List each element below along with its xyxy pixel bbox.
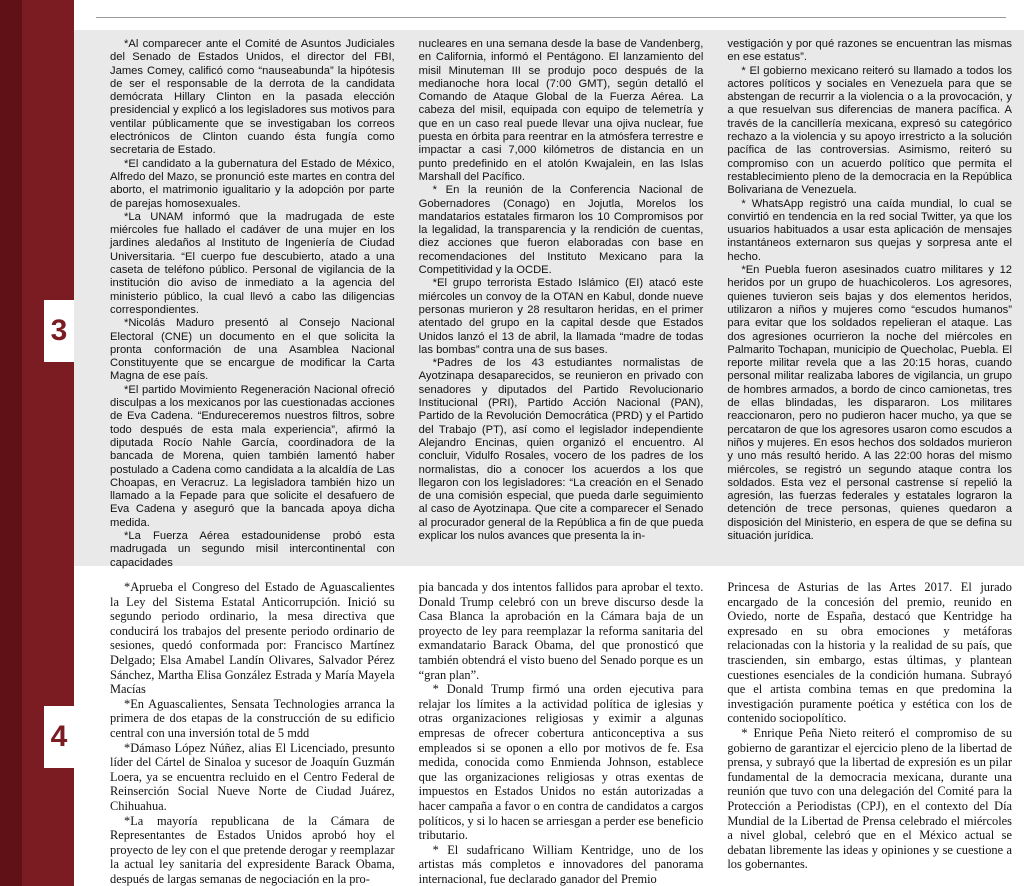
news-item: * El gobierno mexicano reiteró su llamado a todos los actores políticos y sociales en Venezuela para que se abstengan de recurrir a la violencia o a la provocación, y a que resuelvan sus diferencias de manera pacífica. A través de la cancillería mexicana, expresó su categórico rechazo a la violencia y su apoyo irrestricto a la solución pacífica de las controversias. Asimismo, reiteró su compromiso con un acuerdo político que permita el restablecimiento pleno de la democracia en la República Bolivariana de Venezuela.	[727, 64, 1013, 197]
news-item: *Dámaso López Núñez, alias El Licenciado, presunto líder del Cártel de Sinaloa y sucesor de Joaquín Guzmán Loera, ya se encuentra recluido en el Centro Federal de Reinserción Social Nueve Norte de Ciudad Juárez, Chihuahua.	[110, 740, 395, 813]
news-item: pia bancada y dos intentos fallidos para aprobar el texto. Donald Trump celebró con un breve discurso desde la Casa Blanca la aprobación en la Cámara baja de un proyecto de ley para reemplazar la reforma sanitaria del exmandatario Barack Obama, del que pronosticó que también obtendrá el visto bueno del Senado porque es un “gran plan”.	[418, 580, 704, 682]
news-item: * Enrique Peña Nieto reiteró el compromiso de su gobierno de garantizar el ejercicio pleno de la libertad de prensa, y subrayó que la libertad de expresión es un pilar fundamental de la democracia mexicana, durante una reunión que tuvo con una delegación del Comité para la Protección a Periodistas (CPJ), en el contexto del Día Mundial de la Libertad de Prensa celebrado el miércoles a nivel global, celebró que en el México actual se debatan libremente las ideas y opiniones y se cuestione a los gobernantes.	[727, 725, 1013, 872]
news-item: *La UNAM informó que la madrugada de este miércoles fue hallado el cadáver de una mujer en los jardines aledaños al Instituto de Ingeniería de Ciudad Universitaria. “El cuerpo fue descubierto, atado a una caseta de teléfono público. Personal de vigilancia de la institución dio aviso de inmediato a la agencia del ministerio público, la cual llevó a cabo las diligencias correspondientes.	[110, 210, 395, 316]
section-number: 3	[50, 314, 68, 347]
news-item: * Donald Trump firmó una orden ejecutiva para relajar los límites a la actividad política de iglesias y otras organizaciones religiosas y eximir a algunas empresas de ofrecer cobertura anticonceptiva a sus empleados si se oponen a ello por motivos de fe. Esa medida, conocida como Enmienda Johnson, establece que las organizaciones religiosas y otras exentas de impuestos en Estados Unidos no están autorizadas a hacer campaña a favor o en contra de candidatos a cargos políticos, y si lo hacen se arriesgan a perder ese beneficio tributario.	[418, 682, 704, 843]
column-3	[727, 580, 1012, 886]
section-marker-4	[44, 706, 74, 768]
column-3	[727, 38, 1012, 570]
header-rule	[96, 17, 1006, 18]
news-item: * El sudafricano William Kentridge, uno de los artistas más completos e innovadores del panorama internacional, fue declarado ganador del Premio	[418, 842, 704, 886]
column-2	[419, 580, 704, 886]
column-2	[419, 38, 704, 570]
column-group	[110, 38, 1012, 570]
news-item: nucleares en una semana desde la base de Vandenberg, en California, informó el Pentágono. El lanzamiento del misil Minuteman III se produjo poco después de la medianoche hora local (7:00 GMT), según detalló el Comando de Ataque Global de la Fuerza Aérea. La cabeza del misil, equipada con equipo de telemetría y que en un caso real puede llevar una ojiva nuclear, fue puesta en órbita para reentrar en la atmósfera terrestre e impactar a casi 7,000 kilómetros de distancia en un punto predefinido en el atolón Kwajalein, en las Islas Marshall del Pacífico.	[418, 38, 704, 183]
news-item: *El candidato a la gubernatura del Estado de México, Alfredo del Mazo, se pronunció este martes en contra del aborto, el matrimonio igualitario y la adopción por parte de parejas homosexuales.	[110, 157, 395, 210]
news-item: *El grupo terrorista Estado Islámico (EI) atacó este miércoles un convoy de la OTAN en Kabul, donde nueve personas murieron y 28 resultaron heridas, en el primer atentado del grupo en la capital desde que Estados Unidos lanzó el 13 de abril, la llamada “madre de todas las bombas” contra una de sus bases.	[418, 277, 704, 356]
news-item: *El partido Movimiento Regeneración Nacional ofreció disculpas a los mexicanos por las cuestionadas acciones de Eva Cadena. “Endureceremos nuestros filtros, sobre todo después de esta mala experiencia”, afirmó la diputada Rocío Nahle García, coordinadora de la bancada de Morena, quien también lamentó haber postulado a Cadena como candidata a la alcaldía de Las Choapas, en Veracruz. La legisladora también hizo un llamado a la Fepade para que solicite el desafuero de Eva Cadena y aseguró que la bancada apoya dicha medida.	[110, 383, 395, 529]
news-item: Princesa de Asturias de las Artes 2017. El jurado encargado de la concesión del premio, reunido en Oviedo, norte de España, destacó que Kentridge ha expresado en su obra emociones y metáforas relacionadas con la historia y la realidad de su país, que trascienden, sin embargo, estas últimas, y plantean cuestiones esenciales de la condición humana. Subrayó que el artista combina temas en que predomina la investigación puramente poética y estética con los de contenido sociopolítico.	[727, 580, 1013, 726]
news-section-4	[74, 572, 1024, 886]
news-item: vestigación y por qué razones se encuentran las mismas en ese estatus”.	[727, 38, 1013, 64]
news-item: *Al comparecer ante el Comité de Asuntos Judiciales del Senado de Estados Unidos, el director del FBI, James Comey, calificó como “nauseabunda” la hipótesis de ser el responsable de la derrota de la candidata demócrata Hillary Clinton en la pasada elección presidencial y explicó a los legisladores sus motivos para ventilar públicamente que se investigaban los correos electrónicos de Clinton cuando ésta fungía como secretaria de Estado.	[110, 38, 395, 157]
news-item: *La Fuerza Aérea estadounidense probó esta madrugada un segundo misil intercontinental con capacidades	[110, 529, 395, 569]
news-item: *En Aguascalientes, Sensata Technologies arranca la primera de dos etapas de la construcción de su edificio central con una inversión total de 5 mdd	[110, 696, 395, 740]
news-item: *La mayoría republicana de la Cámara de Representantes de Estados Unidos aprobó hoy el proyecto de ley con el que pretende derogar y reemplazar la actual ley sanitaria del expresidente Barack Obama, después de largas semanas de negociación en la pro-	[110, 813, 395, 886]
column-group	[110, 580, 1012, 886]
news-item: *Nicolás Maduro presentó al Consejo Nacional Electoral (CNE) un documento en el que solicita la pronta conformación de una Asamblea Nacional Constituyente que se encargue de modificar la Carta Magna de ese país.	[110, 317, 395, 383]
column-1	[110, 38, 395, 570]
news-item: * En la reunión de la Conferencia Nacional de Gobernadores (Conago) en Jojutla, Morelos los mandatarios estatales firmaron los 10 Compromisos por la legalidad, la transparencia y la rendición de cuentas, diez acciones que fueron elaboradas con base en recomendaciones del Instituto Mexicano para la Competitividad y la OCDE.	[418, 184, 704, 277]
section-marker-3	[44, 300, 74, 362]
left-margin-shadow	[0, 0, 22, 886]
news-section-3	[74, 30, 1024, 569]
section-number: 4	[50, 720, 68, 753]
news-item: *En Puebla fueron asesinados cuatro militares y 12 heridos por un grupo de huachicoleros. Los agresores, quienes tuvieron seis bajas y dos elementos heridos, utilizaron a niños y mujeres como “escudos humanos” para evitar que los soldados repelieran el ataque. Las dos agresiones ocurrieron la noche del miércoles en Palmarito Tochapan, municipio de Quecholac, Puebla. El reporte militar revela que a las 20:15 horas, cuando personal militar realizaba labores de vigilancia, un grupo de hombres armados, a bordo de cinco camionetas, tres de ellas blindadas, les dispararon. Los militares reaccionaron, pero no pudieron hacer mucho, ya que se percataron de que los agresores usaron como escudos a niños y mujeres. En esos hechos dos soldados murieron y uno más resultó herido. A las 22:00 horas del mismo miércoles, se registró un segundo ataque contra los soldados. Esta vez el personal castrense sí repelió la agresión, las fuerzas federales y estatales lograron la detención de trece personas, quienes quedaron a disposición del Ministerio, en espera de que se defina su situación jurídica.	[727, 264, 1013, 542]
news-item: *Aprueba el Congreso del Estado de Aguascalientes la Ley del Sistema Estatal Anticorrupción. Inició su segundo periodo ordinario, la mesa directiva que conducirá los trabajos del presente periodo ordinario de sesiones, quedó conformada por: Francisco Martínez Delgado; Elsa Amabel Landín Olivares, Salvador Pérez Sánchez, Martha Elisa González Estrada y María Mayela Macías	[110, 580, 395, 697]
column-1	[110, 580, 395, 886]
news-item: *Padres de los 43 estudiantes normalistas de Ayotzinapa desaparecidos, se reunieron en privado con senadores y diputados del Partido Revolucionario Institucional (PRI), Partido Acción Nacional (PAN), Partido de la Revolución Democrática (PRD) y el Partido del Trabajo (PT), así como el legislador independiente Alejandro Encinas, quien organizó el encuentro. Al concluir, Vidulfo Rosales, vocero de los padres de los normalistas, dio a conocer los acuerdos a los que llegaron con los legisladores: “La creación en el Senado de una comisión especial, que pueda darle seguimiento al caso de Ayotzinapa. Que cite a comparecer el Senado al procurador general de la República a fin de que pueda explicar los nulos avances que presenta la in-	[418, 357, 704, 542]
news-item: * WhatsApp registró una caída mundial, lo cual se convirtió en tendencia en la red social Twitter, ya que los usuarios habituados a usar esta aplicación de mensajes instantáneos externaron sus quejas y sorpresa ante el hecho.	[727, 197, 1013, 263]
